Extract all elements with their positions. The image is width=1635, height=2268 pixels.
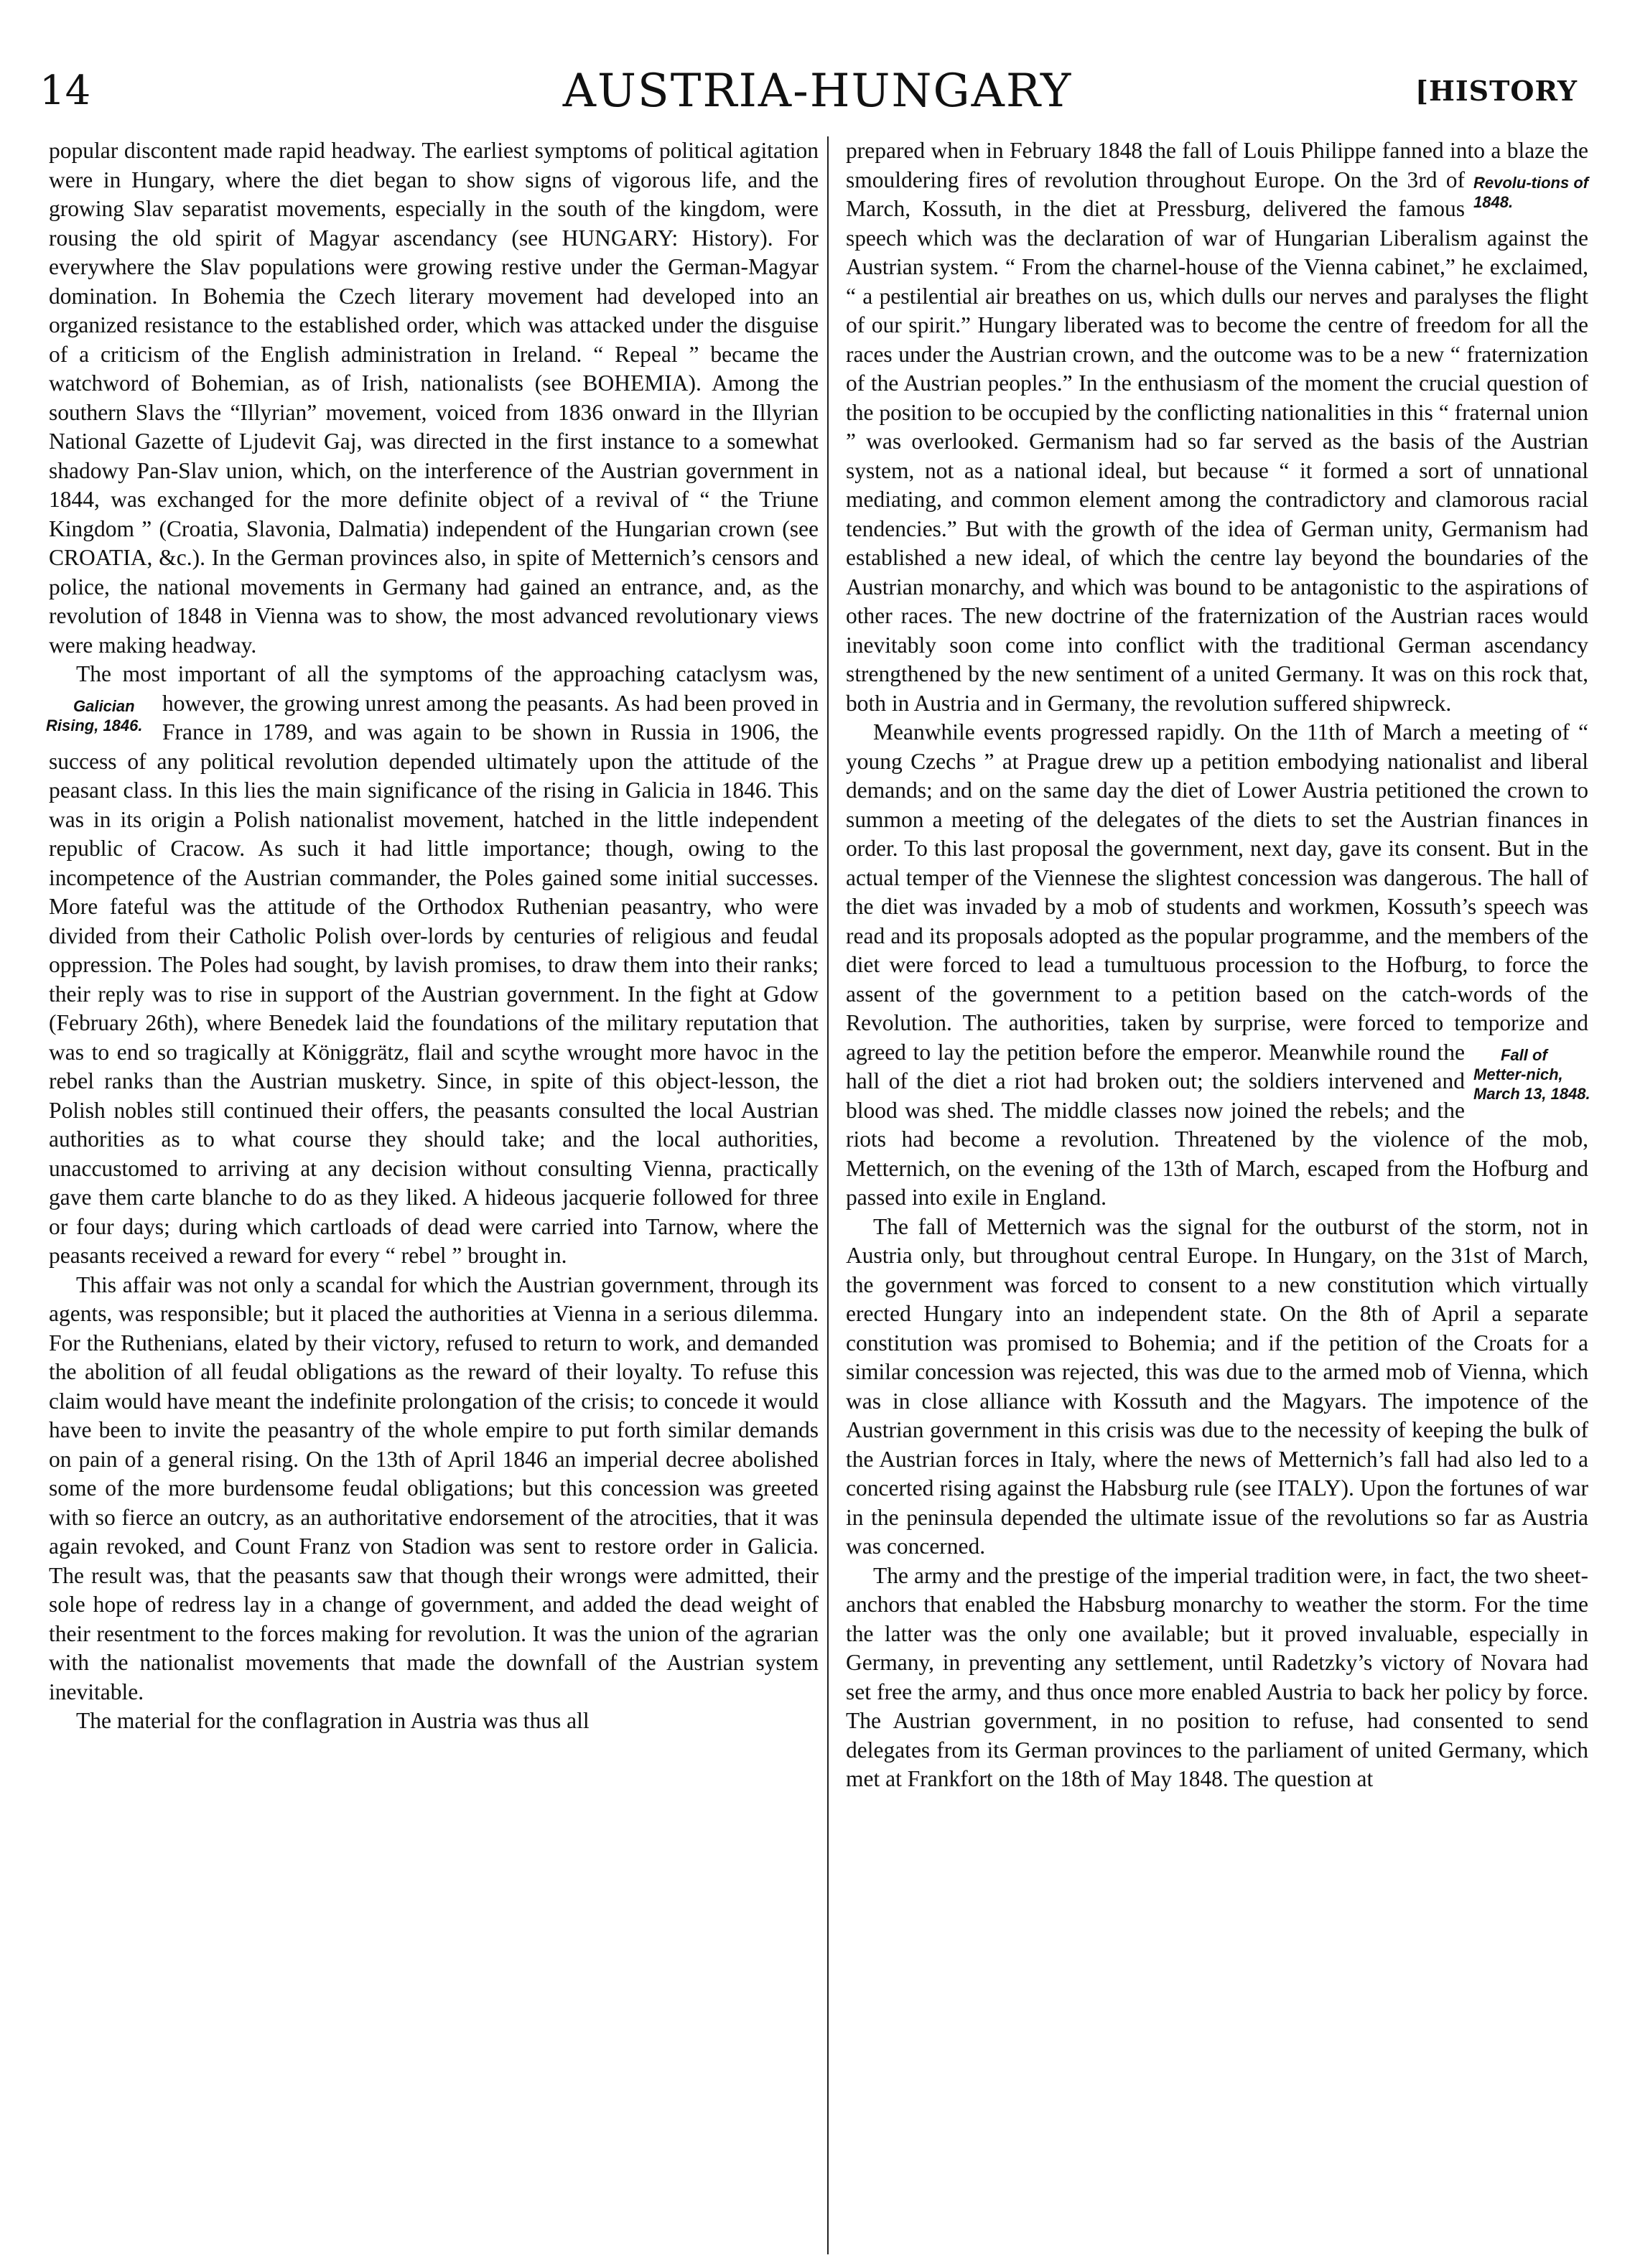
right-column [846, 136, 1588, 1794]
paragraph: The material for the conflagration in Austria was thus all [76, 1708, 590, 1733]
paragraph: The fall of Metternich was the signal for the outburst of the storm, not in Austria only, but throughout central Europe. In Hungary, on the 31st of March, the government was forced to consent to a new constitution which virtually erected Hungary into an independent state. On the 8th of April a separate constitution was promised to Bohemia; and if the petition of the Croats for a similar concession was rejected, this was due to the armed mob of Vienna, which was in close alliance with Kossuth and the Magyars. The impotence of the Austrian government in this crisis was due to the necessity of keeping the bulk of the Austrian forces in Italy, where the news of Metternich’s fall had also led to a concerted rising against the Habsburg rule (see ITALY). Upon the fortunes of war in the peninsula depended the ultimate issue of the revolutions so far as Austria was concerned. [846, 1213, 1588, 1559]
paragraph-text: Meanwhile events progressed rapidly. On the 11th of March a meeting of “ young Czechs ” at Prague drew up a petition embodying nationalist and liberal demands; and on the same day the diet of Lower Austria petitioned the crown to summon a meeting of the delegates of the diets to set the Austrian finances in order. To this last proposal the government, next day, gave its consent. But in the actual temper of the Viennese the slightest concession was dangerous. The hall of the diet was invaded by a mob of students and workmen, Kossuth’s speech was read and its proposals adopted as the popular programme, and the members of the diet were forced to lead a tumultuous procession to the Hofburg, to force the assent of the government to a petition based on the catch-words of the Revolution. The authorities, taken by surprise, were forced to temporize and agreed [846, 719, 1588, 1065]
left-column [46, 136, 819, 1736]
page-number: 14 [39, 67, 91, 114]
sidenote-revolutions-1848: Revolu-tions of 1848. [1473, 173, 1589, 211]
paragraph: popular discontent made rapid headway. The earliest symptoms of political agitation were in Hungary, where the diet began to show signs of vigorous life, and the growing Slav separatist movements, especially in the south of the kingdom, were rousing the old spirit of Magyar ascendancy (see HUNGARY: History). For everywhere the Slav populations were growing restive under the German-Magyar domination. In Bohemia the Czech literary movement had developed into an organized resistance to the established order, which was attacked under the disguise of a criticism of the English administration in Ireland. “ Repeal ” became the watchword of Bohemian, as of Irish, nationalists (see BOHEMIA). Among the southern Slavs the “Illyrian” movement, voiced from 1836 onward in the Illyrian National Gazette of Ljudevit Gaj, was directed in the first instance to a somewhat shadowy Pan-Slav union, which, on the interference of the Austrian government in 1844, was exchanged for the more definite object of a revival of “ the Triune Kingdom ” (Croatia, Slavonia, Dalmatia) independent of the Hungarian crown (see CROATIA, &c.). In the German provinces also, in spite of Metternich’s censors and police, the national movements in Germany had gained an entrance, and, as the revolution of 1848 in Vienna was to show, the most advanced revolutionary views were making headway. [49, 138, 819, 658]
paragraph-text: As had been proved in France in 1789, and was again to be shown in Russia in 1906, the success of any political revolution depended ultimately upon the attitude of the peasant class. In this lies the main significance of the rising in Galicia in 1846. This was in its origin a Polish nationalist movement, hatched in the little independent republic of Cracow. As such it had little importance; though, owing to the incompetence of the Austrian commander, the Poles gained some initial successes. More fateful was the attitude of the Orthodox Ruthenian peasantry, who were divided from their Catholic Polish over-lords by centuries of religious and feudal oppression. The Poles had sought, by lavish promises, to draw them into their ranks; their reply was to rise in support of the Austrian government. In the fight at Gdow (February 26th), where Benedek laid the foundations of the military reputation that was to end so tragically at Königgrätz, flail and scythe wrought more havoc in the rebel ranks than the Austrian musketry. Since, in spite of this object-lesson, the Polish nobles still continued their offers, the peasants consulted the local Austrian authorities as to what course they should take; and the local authorities, unaccustomed to arriving at any decision without consulting Vienna, practically gave them carte blanche to do as they liked. A hideous jacquerie followed for three or four days; during which cartloads of dead were carried into Tarnow, where the peasants received a reward for every “ rebel ” brought in. [49, 690, 819, 1268]
paragraph-text: to lay the petition before the emperor. Meanwhile round the hall of the diet a riot had broken out; the soldiers intervened and blood was shed. The middle classes now joined the rebels; and the riots had become a revolution. Threatened by the violence of the mob, Metternich, on the evening of the 13th of March, escaped from the Hofburg and passed into exile in England. [846, 1039, 1588, 1210]
paragraph [846, 136, 1588, 718]
paragraph-text: On the 3rd of March, Kossuth, in the diet at Pressburg, delivered the famous speech which was the declaration of war of Hungarian Liberalism against the Austrian system. “ From the charnel-house of the Vienna cabinet,” he exclaimed, “ a pestilential air breathes on us, which dulls our nerves and paralyses the flight of our spirit.” Hungary liberated was to become the centre of freedom for all the races under the Austrian crown, and the outcome was to be a new “ fraternization of the Austrian peoples.” In the enthusiasm of the moment the crucial question of the position to be occupied by the conflicting nationalities in this “ fraternal union ” was overlooked. Germanism had so far served as the basis of the Austrian system, not as a national ideal, but because “ it formed a sort of unnational mediating, and common element among the contradictory and clamorous racial tendencies.” But with the growth of the idea of German unity, Germanism had established a new ideal, of which the centre lay beyond the boundaries of the Austrian monarchy, and which was bound to be antagonistic to the aspirations of other races. The new doctrine of the fraternization of the Austrian races would inevitably soon come into conflict with the traditional German ascendancy strengthened by the new sentiment of a united Germany. It was on this rock that, both in Austria and in Germany, the revolution suffered shipwreck. [846, 167, 1588, 716]
paragraph: The army and the prestige of the imperial tradition were, in fact, the two sheet-anchors that enabled the Habsburg monarchy to weather the storm. For the time the latter was the only one available; but it proved invaluable, especially in Germany, in preventing any settlement, until Radetzky’s victory of Novara had set free the army, and thus once more enabled Austria to back her policy by force. The Austrian government, in no position to refuse, had consented to send delegates from its German provinces to the parliament of united Germany, which met at Frankfort on the 18th of May 1848. The question at [846, 1562, 1588, 1791]
paragraph-text: The most important of all the symptoms of the approaching cataclysm was, however, the growing unrest among the peasants. [76, 661, 819, 716]
column-divider [827, 136, 829, 2254]
section-label: [HISTORY [1415, 75, 1578, 107]
sidenote-galician-rising: Galician Rising, 1846. [46, 696, 143, 734]
paragraph [46, 660, 819, 1271]
running-title: AUSTRIA-HUNGARY [562, 65, 1073, 118]
paragraph [846, 718, 1588, 1213]
sidenote-fall-of-metternich: Fall of Metter-nich, March 13, 1848. [1473, 1045, 1590, 1103]
paragraph-text: prepared when in February 1848 the fall of Louis Philippe fanned into a blaze the smouldering fires of revolution throughout Europe. [846, 138, 1588, 192]
paragraph: This affair was not only a scandal for which the Austrian government, through its agents, was responsible; but it placed the authorities at Vienna in a serious dilemma. For the Ruthenians, elated by their victory, refused to return to work, and demanded the abolition of all feudal obligations as the reward of their loyalty. To refuse this claim would have meant the indefinite prolongation of the crisis; to concede it would have been to invite the peasantry of the whole empire to put forth similar demands on pain of a general rising. On the 13th of April 1846 an imperial decree abolished some of the more burdensome feudal obligations; but this concession was greeted with so fierce an outcry, as an authoritative endorsement of the atrocities, that it was again revoked, and Count Franz von Stadion was sent to restore order in Galicia. The result was, that the peasants saw that though their wrongs were admitted, their sole hope of redress lay in a change of government, and added the dead weight of their resentment to the forces making for revolution. It was the union of the agrarian with the nationalist movements that made the downfall of the Austrian system inevitable. [49, 1271, 819, 1704]
